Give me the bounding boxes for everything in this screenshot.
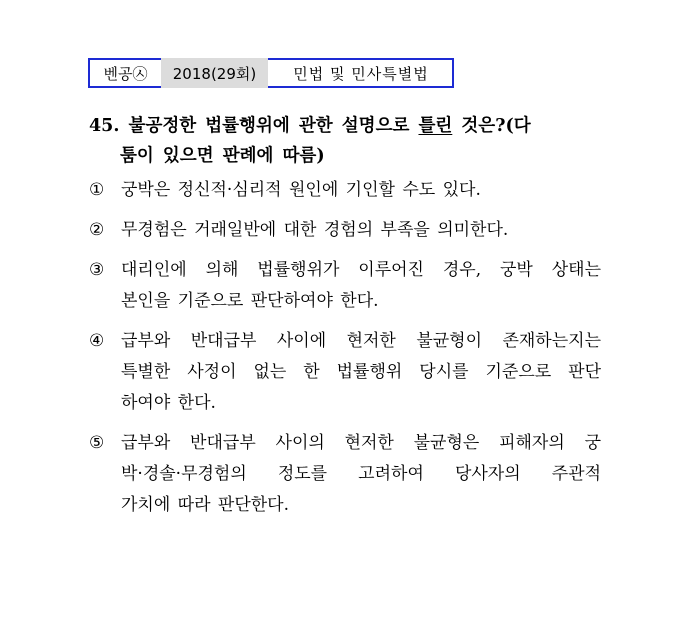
option-text (121, 175, 601, 206)
question-text-a: 45. 불공정한 법률행위에 관한 설명으로 (89, 116, 419, 136)
option-text (121, 215, 601, 246)
option-line: 대리인에 의해 법률행위가 이루어진 경우, 궁박 상태는 (121, 260, 601, 280)
option-line: 궁박은 정신적·심리적 원인에 기인할 수도 있다. (121, 180, 481, 200)
option-number: ③ (89, 260, 105, 280)
option-number: ② (89, 220, 105, 240)
option-line: 급부와 반대급부 사이에 현저한 불균형이 존재하는지는 (121, 331, 601, 351)
option-number: ① (89, 180, 105, 200)
option-5 (89, 428, 601, 521)
option-number: ④ (89, 331, 105, 351)
option-text (121, 326, 601, 419)
option-4 (89, 326, 601, 419)
option-text (121, 255, 601, 317)
option-line: 무경험은 거래일반에 대한 경험의 부족을 의미한다. (121, 220, 509, 240)
option-number: ⑤ (89, 433, 105, 453)
question-stem (89, 111, 601, 171)
option-line: 가치에 따라 판단한다. (121, 495, 290, 515)
option-2 (89, 215, 601, 246)
option-line: 특별한 사정이 없는 한 법률행위 당시를 기준으로 판단 (121, 362, 601, 382)
exam-year-label: 2018(29회) (161, 58, 268, 88)
option-line: 박·경솔·무경험의 정도를 고려하여 당사자의 주관적 (121, 464, 601, 484)
question-text-b: 것은?(다 (452, 116, 531, 136)
option-text (121, 428, 601, 521)
question-line-1 (89, 111, 601, 141)
option-1 (89, 175, 601, 206)
option-3 (89, 255, 601, 317)
question-emphasis: 틀린 (418, 116, 453, 136)
subject-label: 민법 및 민사특별법 (268, 58, 454, 88)
exam-header (88, 58, 454, 88)
author-label: 벤공㉦ (88, 58, 161, 88)
answer-options (89, 175, 601, 530)
option-line: 급부와 반대급부 사이의 현저한 불균형은 피해자의 궁 (121, 433, 601, 453)
option-line: 본인을 기준으로 판단하여야 한다. (121, 291, 379, 311)
option-line: 하여야 한다. (121, 393, 216, 413)
question-line-2: 툼이 있으면 판례에 따름) (120, 146, 325, 166)
